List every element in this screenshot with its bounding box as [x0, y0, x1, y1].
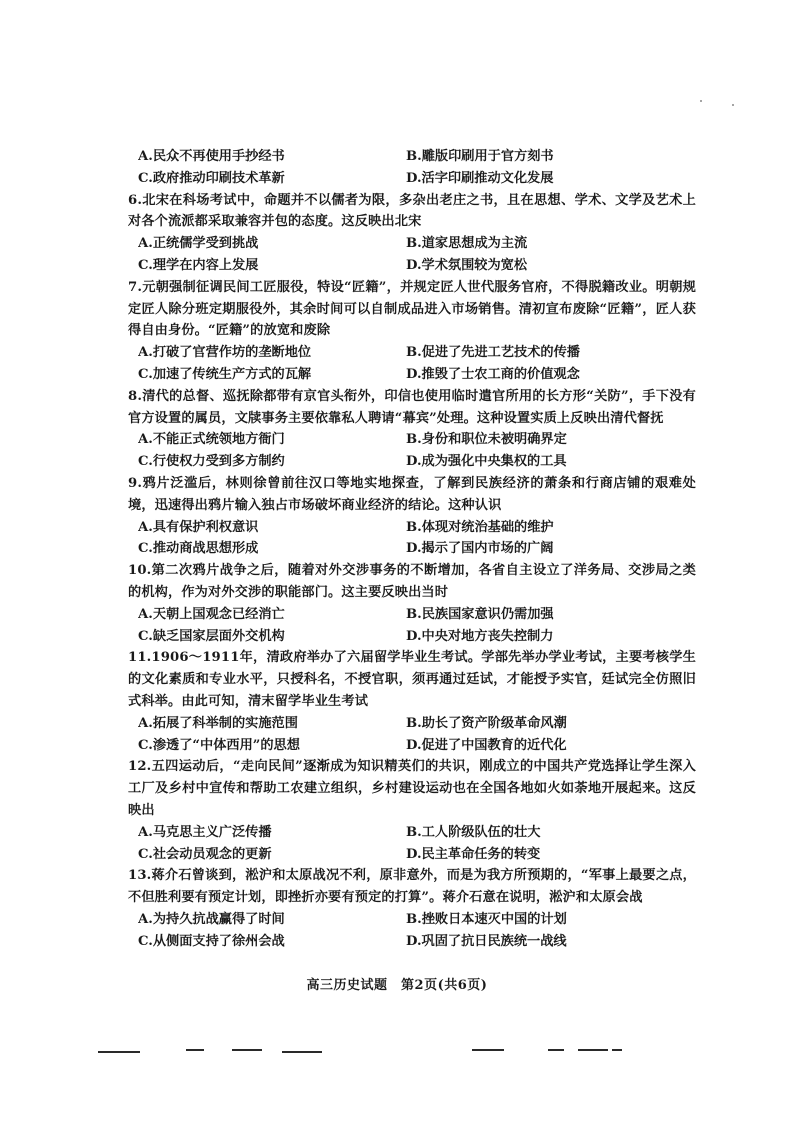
scan-artifact	[98, 1051, 140, 1053]
question-text: 1906～1911年，清政府举办了六届留学毕业生考试。学部先举办学业考试，主要考核学生的文化素质和专业水平，只授科名，不授官职，须再通过廷试，才能授予实官，廷试完全仿照旧式科举。由此可知，清末留学毕业生考试	[128, 650, 696, 709]
question-stem	[128, 473, 696, 517]
question-options	[138, 517, 696, 561]
question-number: 6.	[128, 192, 143, 208]
question-number: 10.	[128, 563, 152, 579]
option-d: D.中央对地方丧失控制力	[406, 628, 554, 644]
option-a: A.马克思主义广泛传播	[138, 824, 272, 840]
scan-artifact	[612, 1049, 622, 1051]
option-b: B.工人阶级队伍的壮大	[406, 824, 541, 840]
question-text: 蒋介石曾谈到，淞沪和太原战况不利，原非意外，而是为我方所预期的，“军事上最要之点，不但胜利要有预定计划，即挫折亦要有预定的打算”。蒋介石意在说明，淞沪和太原会战	[128, 868, 696, 906]
question-number: 12.	[128, 759, 152, 775]
exam-content	[128, 146, 696, 952]
question-text: 鸦片泛滥后，林则徐曾前往汉口等地实地探查，了解到民族经济的萧条和行商店铺的艰难处境，迅速得出鸦片输入独占市场破坏商业经济的结论。这种认识	[128, 475, 696, 513]
question-options	[138, 233, 696, 277]
option-d: D.学术氛围较为宽松	[406, 257, 528, 273]
question-options	[138, 342, 696, 386]
option-b: B.助长了资产阶级革命风潮	[406, 715, 567, 731]
option-d: D.巩固了抗日民族统一战线	[406, 933, 567, 949]
question-stem	[128, 386, 696, 430]
option-b: B.道家思想成为主流	[406, 236, 528, 252]
scan-artifact	[186, 1049, 204, 1051]
option-c: C.政府推动印刷技术革新	[138, 170, 285, 186]
question-number: 11.	[128, 650, 152, 666]
option-d: D.推毁了士农工商的价值观念	[406, 366, 580, 382]
option-b: B.雕版印刷用于官方刻书	[406, 149, 554, 164]
scan-artifact	[232, 1049, 262, 1051]
option-b: B.体现对统治基础的维护	[406, 519, 554, 535]
option-d: D.成为强化中央集权的工具	[406, 454, 567, 470]
option-a: A.为持久抗战赢得了时间	[138, 911, 285, 927]
scan-speck	[700, 100, 702, 102]
scan-artifact	[282, 1051, 322, 1053]
question-options	[138, 909, 696, 953]
option-a: A.天朝上国观念已经消亡	[138, 606, 285, 622]
option-d: D.揭示了国内市场的广阔	[406, 541, 554, 557]
option-c: C.渗透了“中体西用”的思想	[138, 737, 300, 753]
option-c: C.缺乏国家层面外交机构	[138, 628, 285, 644]
question-5-options	[138, 146, 696, 190]
option-c: C.社会动员观念的更新	[138, 846, 272, 862]
scan-speck	[732, 104, 734, 106]
question-11	[128, 647, 696, 756]
scan-artifact	[548, 1049, 564, 1051]
question-options	[138, 713, 696, 757]
question-13	[128, 865, 696, 952]
option-a: A.具有保护利权意识	[138, 519, 259, 535]
question-stem	[128, 277, 696, 342]
question-6	[128, 190, 696, 277]
question-number: 7.	[128, 279, 143, 295]
question-number: 9.	[128, 475, 143, 491]
option-d: D.促进了中国教育的近代化	[406, 737, 567, 753]
question-stem	[128, 560, 696, 604]
scan-artifact	[472, 1049, 504, 1051]
option-b: B.挫败日本速灭中国的计划	[406, 911, 567, 927]
option-b: B.促进了先进工艺技术的传播	[406, 345, 580, 361]
question-number: 8.	[128, 388, 143, 404]
option-a: A.民众不再使用手抄经书	[138, 149, 285, 164]
question-options	[138, 429, 696, 473]
question-text: 北宋在科场考试中，命题并不以儒者为限，多杂出老庄之书，且在思想、学术、文学及艺术上对各个流派都采取兼容并包的态度。这反映出北宋	[128, 192, 696, 230]
question-text: 五四运动后，“走向民间”逐渐成为知识精英们的共识，刚成立的中国共产党选择让学生深入工厂及乡村中宣传和帮助工农建立组织，乡村建设运动也在全国各地如火如荼地开展起来。这反映出	[128, 759, 696, 818]
question-number: 13.	[128, 868, 152, 884]
scan-artifact	[578, 1049, 608, 1051]
question-10	[128, 560, 696, 647]
option-a: A.拓展了科举制的实施范围	[138, 715, 298, 731]
question-12	[128, 756, 696, 865]
question-options	[138, 822, 696, 866]
option-d: D.民主革命任务的转变	[406, 846, 541, 862]
question-7	[128, 277, 696, 386]
option-c: C.理学在内容上发展	[138, 257, 259, 273]
option-c: C.行使权力受到多方制约	[138, 454, 285, 470]
option-c: C.推动商战思想形成	[138, 541, 259, 557]
option-a: A.打破了官营作坊的垄断地位	[138, 345, 312, 361]
option-c: C.从侧面支持了徐州会战	[138, 933, 285, 949]
option-c: C.加速了传统生产方式的瓦解	[138, 366, 312, 382]
question-8	[128, 386, 696, 473]
question-stem	[128, 756, 696, 821]
question-text: 清代的总督、巡抚除都带有京官头衔外，印信也使用临时遣官所用的长方形“关防”，手下没有官方设置的属员，文牍事务主要依靠私人聘请“幕宾”处理。这种设置实质上反映出清代督抚	[128, 388, 696, 426]
option-a: A.正统儒学受到挑战	[138, 236, 259, 252]
option-b: B.民族国家意识仍需加强	[406, 606, 554, 622]
question-stem	[128, 190, 696, 234]
question-options	[138, 604, 696, 648]
question-stem	[128, 647, 696, 712]
question-stem	[128, 865, 696, 909]
option-b: B.身份和职位未被明确界定	[406, 432, 567, 448]
question-9	[128, 473, 696, 560]
option-d: D.活字印刷推动文化发展	[406, 170, 554, 186]
question-text: 元朝强制征调民间工匠服役，特设“匠籍”，并规定匠人世代服务官府，不得脱籍改业。明朝规定匠人除分班定期服役外，其余时间可以自制成品进入市场销售。清初宣布废除“匠籍”，匠人获得自由身份。“匠籍”的放宽和废除	[128, 279, 696, 339]
option-a: A.不能正式统领地方衙门	[138, 432, 285, 448]
page-footer: 高三历史试题 第2页(共6页)	[306, 978, 488, 993]
question-text: 第二次鸦片战争之后，随着对外交涉事务的不断增加，各省自主设立了洋务局、交涉局之类的机构，作为对外交涉的职能部门。这主要反映出当时	[128, 563, 696, 600]
